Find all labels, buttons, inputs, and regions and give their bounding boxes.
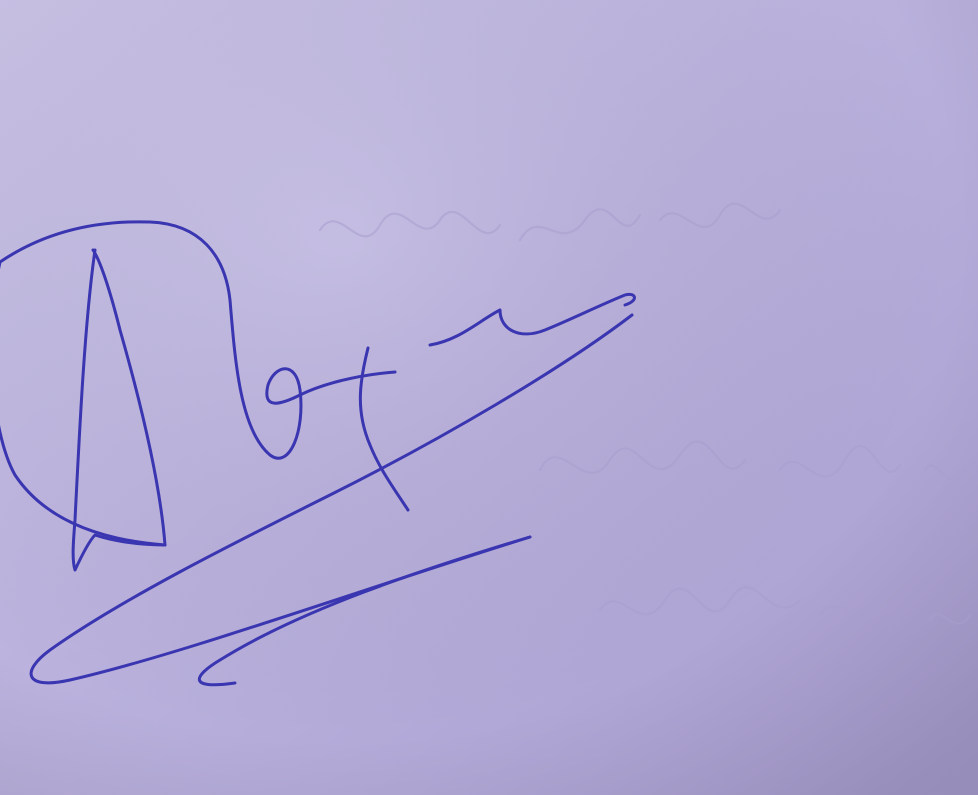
signature-letter-cross: [300, 372, 395, 395]
signature-underline-tail: [199, 537, 530, 685]
signature-oval-stroke: [0, 222, 301, 458]
signature-letter-stem: [73, 250, 165, 570]
signature-underline-flourish: [31, 315, 632, 683]
